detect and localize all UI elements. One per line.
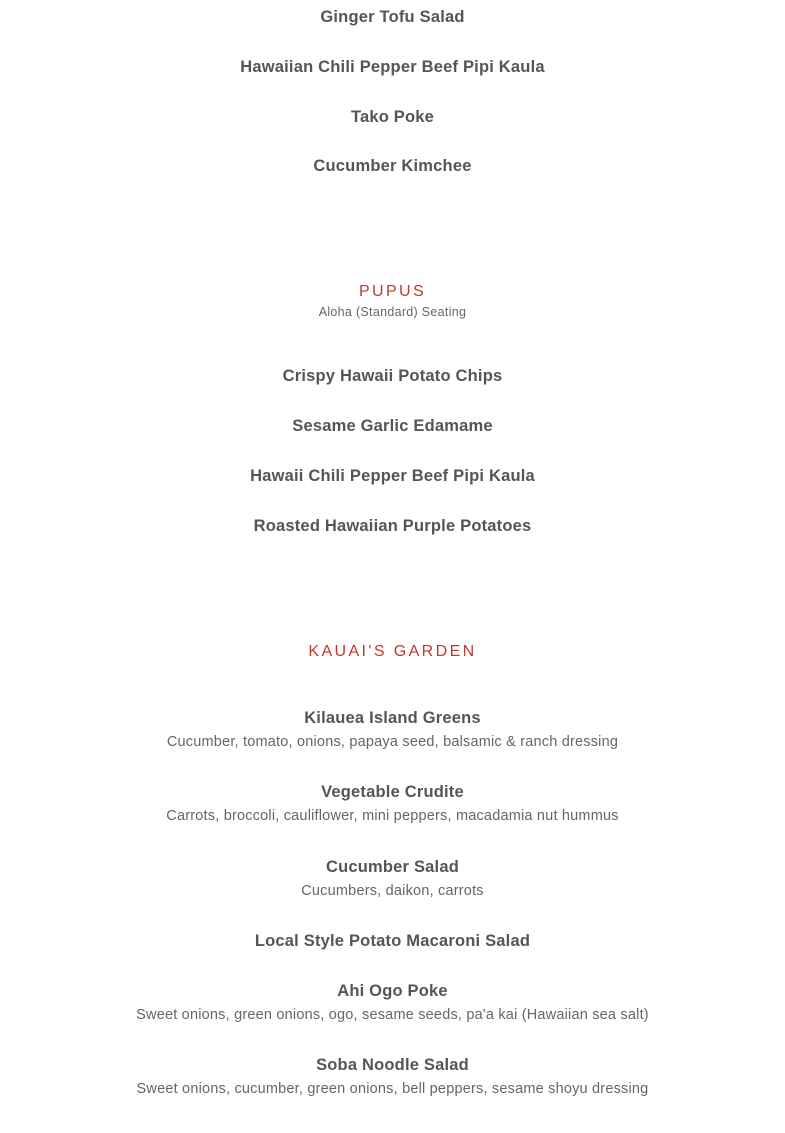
menu-item (0, 57, 785, 77)
section-subtitle: Aloha (Standard) Seating (318, 305, 467, 319)
section-header-garden (0, 642, 785, 662)
section-title: KAUAI'S GARDEN (308, 643, 477, 660)
menu-item (0, 416, 785, 436)
menu-item-description: Sweet onions, green onions, ogo, sesame seeds, pa'a kai (Hawaiian sea salt) (136, 1007, 649, 1023)
menu-item (0, 782, 785, 826)
menu-item-description: Sweet onions, cucumber, green onions, bell peppers, sesame shoyu dressing (136, 1081, 649, 1097)
menu-item-name: Crispy Hawaii Potato Chips (282, 367, 503, 385)
menu-item (0, 366, 785, 386)
menu-item (0, 931, 785, 951)
menu-item-name: Kilauea Island Greens (304, 709, 481, 727)
menu-item-name: Hawaii Chili Pepper Beef Pipi Kaula (250, 467, 535, 485)
menu-item-name: Ahi Ogo Poke (337, 982, 448, 1000)
menu-item (0, 857, 785, 901)
menu-item (0, 708, 785, 752)
menu-item-description: Carrots, broccoli, cauliflower, mini peppers, macadamia nut hummus (166, 808, 619, 824)
menu-item-name: Soba Noodle Salad (316, 1056, 469, 1074)
menu-item-name: Vegetable Crudite (321, 783, 464, 801)
menu-item-name: Cucumber Salad (325, 858, 459, 876)
menu-item-name: Hawaiian Chili Pepper Beef Pipi Kaula (240, 58, 545, 76)
menu-item-name: Roasted Hawaiian Purple Potatoes (253, 517, 532, 535)
section-header-pupus (0, 282, 785, 320)
menu-item-name: Tako Poke (350, 108, 435, 126)
menu-item-description: Cucumber, tomato, onions, papaya seed, balsamic & ranch dressing (166, 734, 619, 750)
menu-item (0, 1055, 785, 1099)
menu-item (0, 516, 785, 536)
menu-item-description: Cucumbers, daikon, carrots (301, 883, 484, 899)
menu-item-name: Ginger Tofu Salad (320, 8, 465, 26)
menu-item-name: Cucumber Kimchee (313, 157, 472, 175)
menu-item (0, 7, 785, 27)
menu-item (0, 107, 785, 127)
menu-item-name: Local Style Potato Macaroni Salad (254, 932, 531, 950)
menu-item (0, 156, 785, 176)
menu-item (0, 981, 785, 1025)
menu-item (0, 466, 785, 486)
section-title: PUPUS (358, 283, 427, 300)
menu-item-name: Sesame Garlic Edamame (292, 417, 493, 435)
